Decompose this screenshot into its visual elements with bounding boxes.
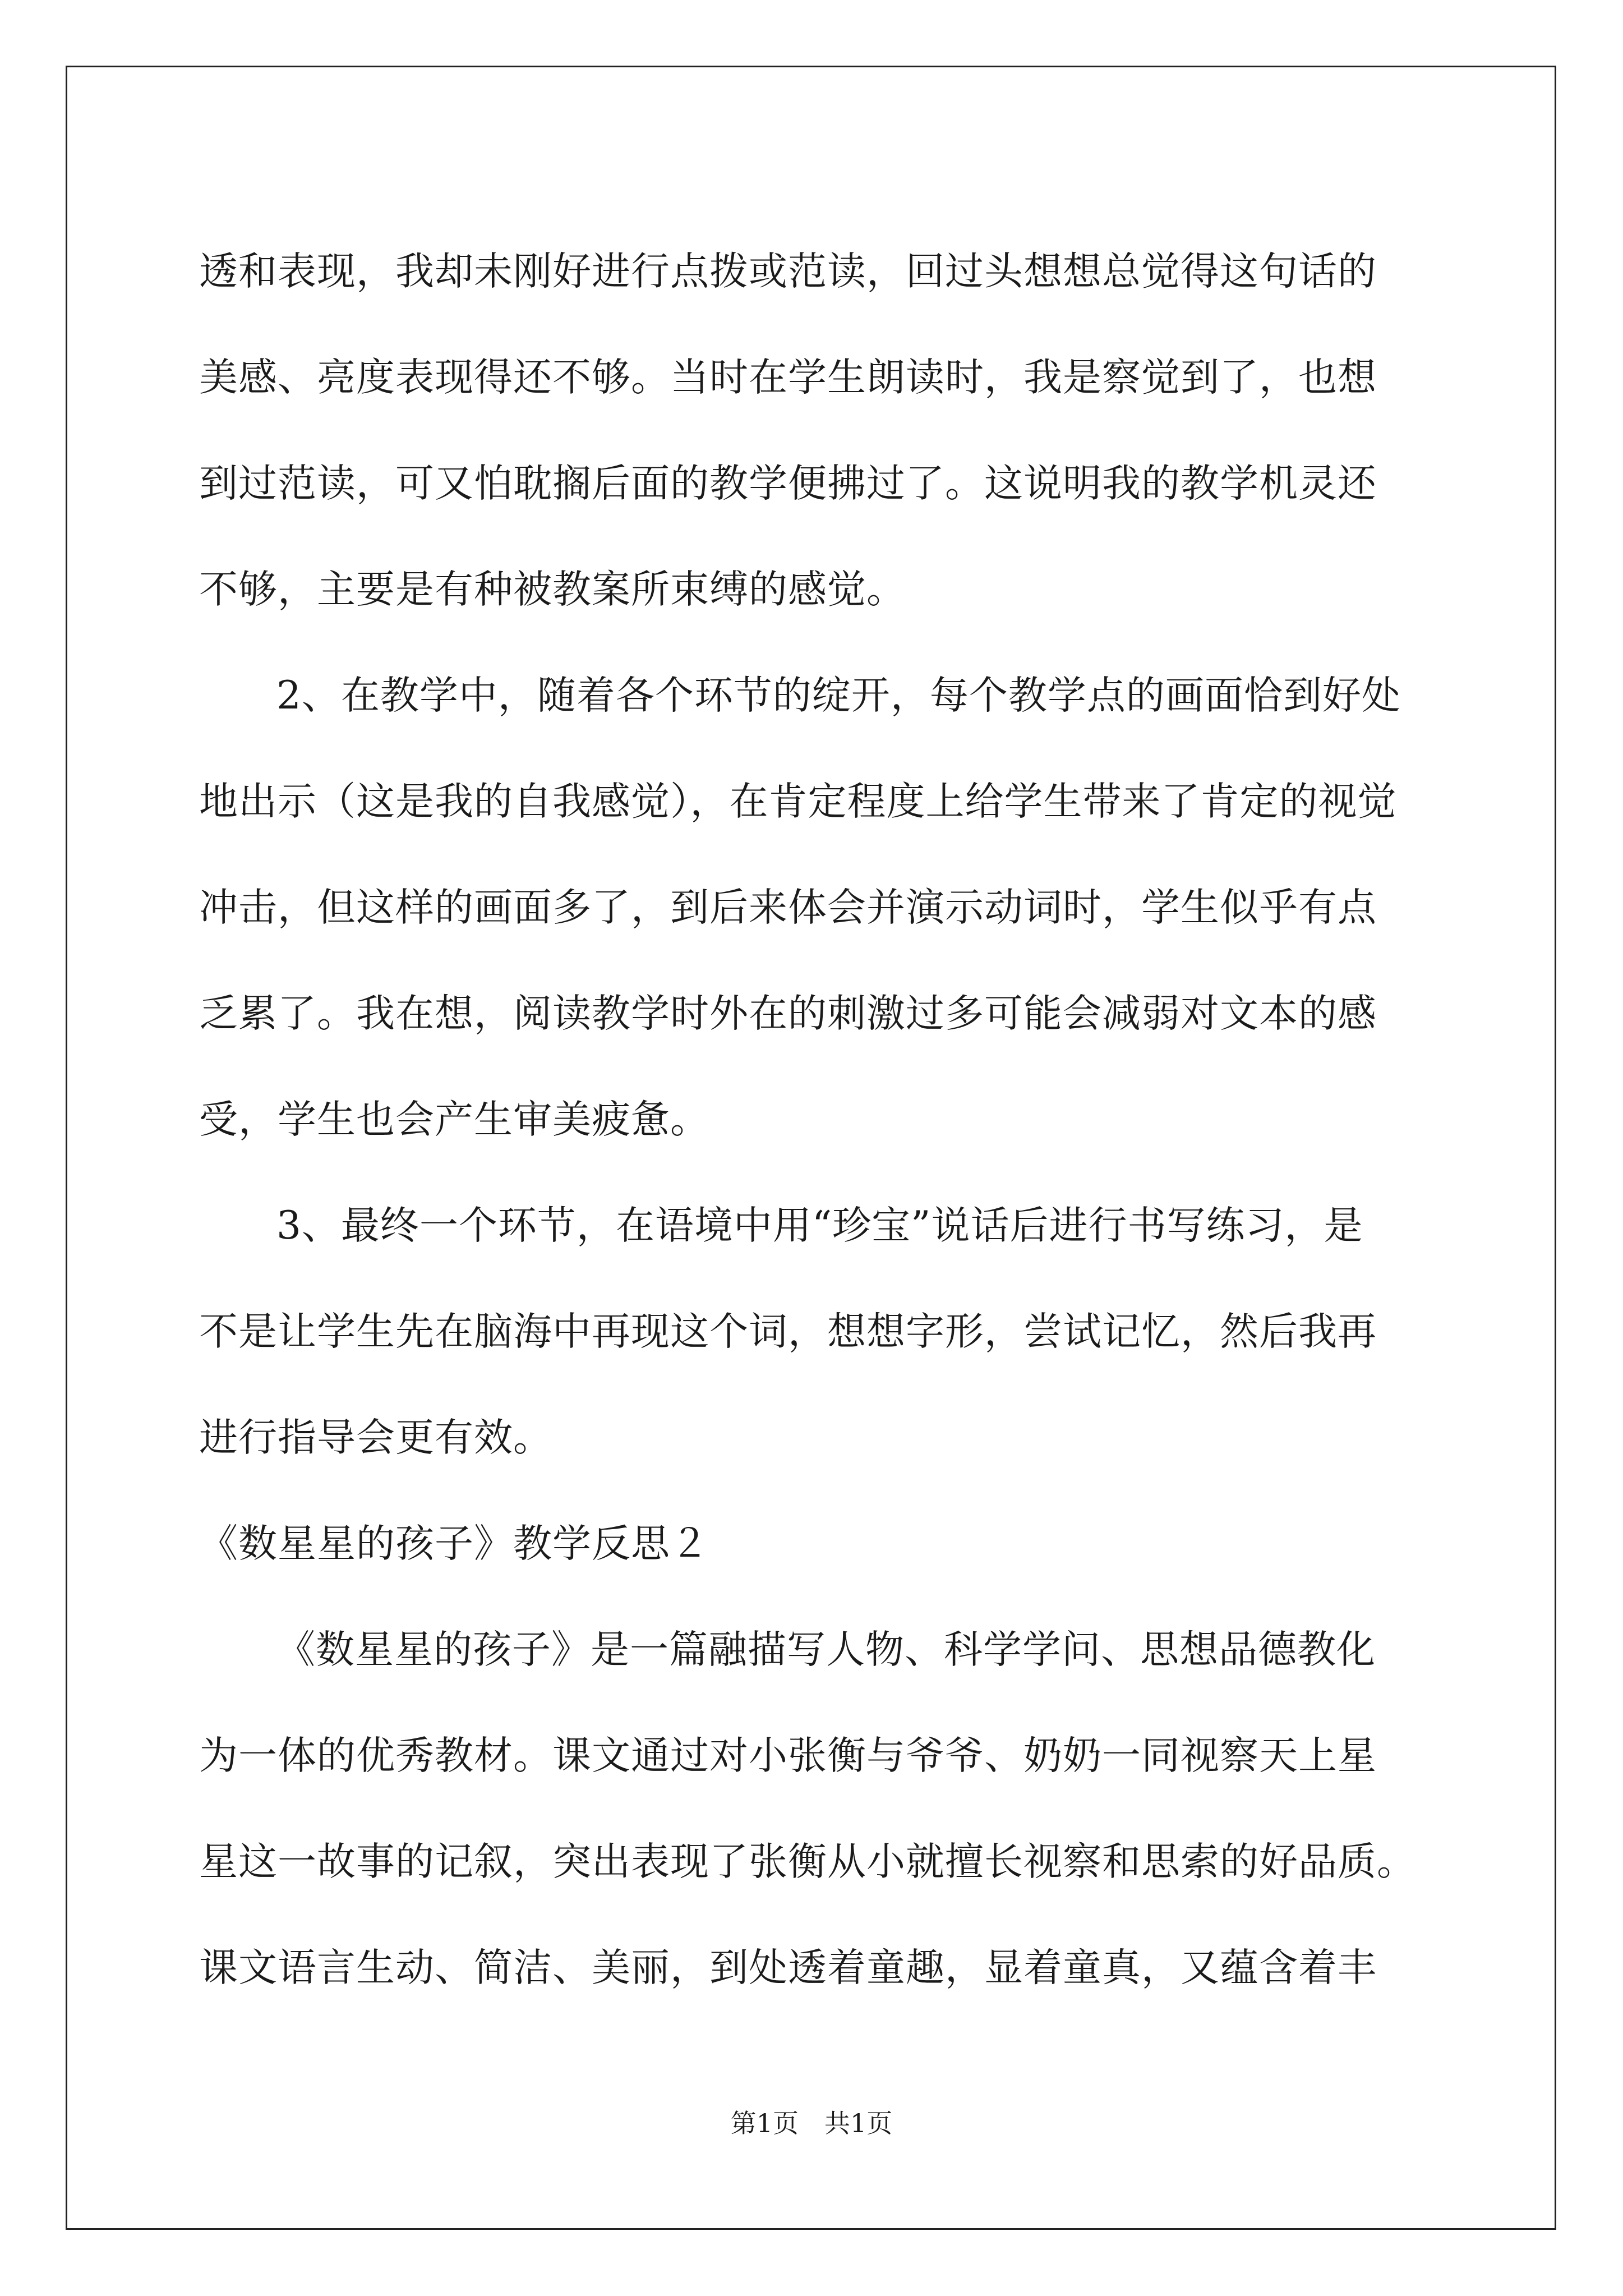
- text-line: 为一体的优秀教材。课文通过对小张衡与爷爷、奶奶一同视察天上星: [199, 1733, 1377, 1778]
- page-footer: [0, 2106, 1623, 2140]
- text-line: 星这一故事的记叙，突出表现了张衡从小就擅长视察和思索的好品质。: [199, 1839, 1416, 1884]
- text-line: 透和表现，我却未刚好进行点拨或范读，回过头想想总觉得这句话的: [199, 249, 1377, 294]
- paragraph-point-2: [199, 643, 1433, 1173]
- page-total: 共1页: [824, 2108, 893, 2138]
- text-line: 课文语言生动、简洁、美丽，到处透着童趣，显着童真，又蕴含着丰: [199, 1945, 1377, 1990]
- text-line: 《数星星的孩子》是一篇融描写人物、科学学问、思想品德教化: [276, 1627, 1376, 1672]
- text-line: 3、最终一个环节，在语境中用“珍宝”说话后进行书写练习，是: [276, 1203, 1363, 1248]
- paragraph-continuation: [199, 219, 1433, 643]
- text-line: 不是让学生先在脑海中再现这个词，想想字形，尝试记忆，然后我再: [199, 1309, 1377, 1354]
- paragraph-reflection-2: [199, 1597, 1433, 2021]
- text-line: 2、在教学中，随着各个环节的绽开，每个教学点的画面恰到好处: [276, 673, 1401, 718]
- text-line: 乏累了。我在想，阅读教学时外在的刺激过多可能会减弱对文本的感: [199, 991, 1377, 1036]
- document-body: [199, 219, 1433, 2021]
- text-line: 美感、亮度表现得还不够。当时在学生朗读时，我是察觉到了，也想: [199, 355, 1377, 400]
- text-line: 不够，主要是有种被教案所束缚的感觉。: [199, 567, 906, 612]
- text-line: 受，学生也会产生审美疲惫。: [199, 1097, 709, 1142]
- paragraph-point-3: [199, 1173, 1433, 1491]
- text-line: 地出示（这是我的自我感觉），在肯定程度上给学生带来了肯定的视觉: [199, 779, 1397, 824]
- text-line: 到过范读，可又怕耽搁后面的教学便拂过了。这说明我的教学机灵还: [199, 461, 1377, 506]
- page-number: 第1页: [730, 2108, 799, 2138]
- section-heading: 《数星星的孩子》教学反思２: [199, 1521, 709, 1566]
- text-line: 进行指导会更有效。: [199, 1415, 552, 1460]
- text-line: 冲击，但这样的画面多了，到后来体会并演示动词时，学生似乎有点: [199, 885, 1377, 930]
